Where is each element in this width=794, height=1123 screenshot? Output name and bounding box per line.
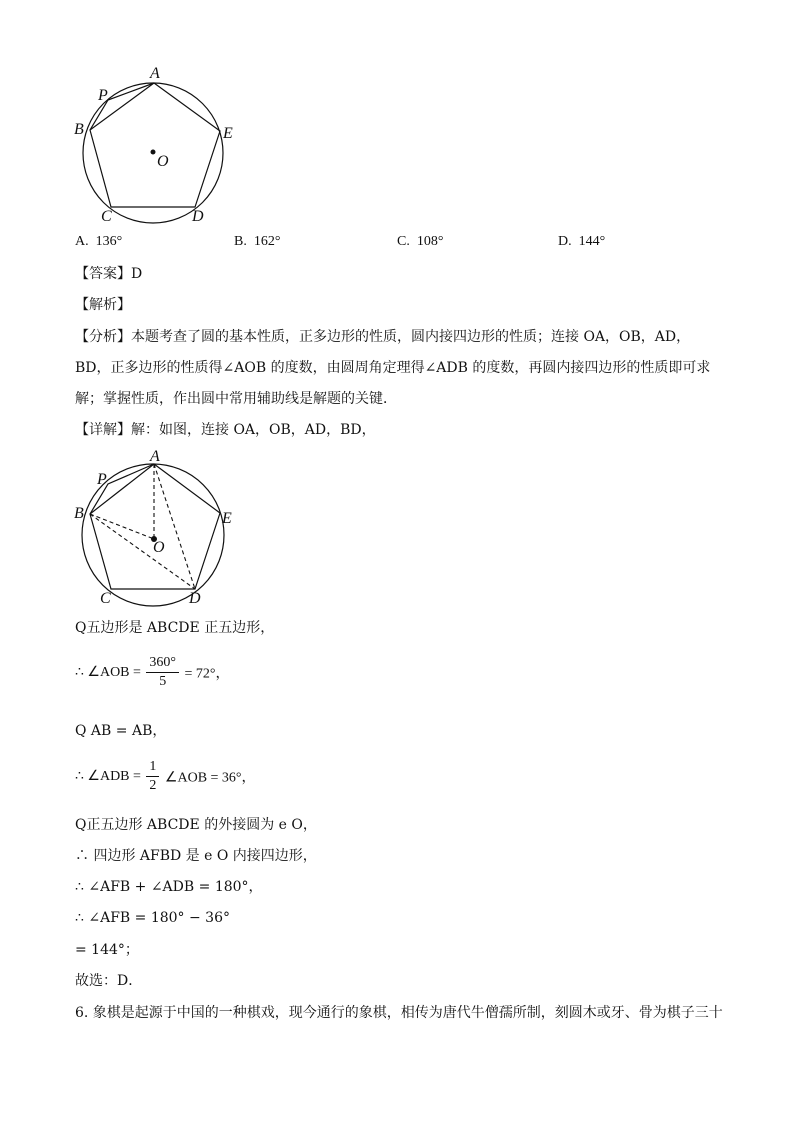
step-6: ∴ 四边形 AFBD 是 e O 内接四边形， (75, 848, 317, 864)
label-P: P (98, 87, 108, 104)
answer-line: 【答案】D (75, 266, 143, 282)
choice-b-value: 162° (253, 234, 281, 249)
label-O: O (157, 153, 169, 170)
segment-ad (154, 464, 195, 589)
label-A: A (150, 65, 160, 82)
label-C: C (101, 208, 112, 225)
fraction-1-over-2 (146, 758, 159, 795)
choice-d-value: 144° (578, 234, 606, 249)
fraction-numerator: 360° (146, 654, 179, 673)
analysis-line-2: BD，正多边形的性质得∠AOB 的度数，由圆周角定理得∠ADB 的度数，再圆内接四边形的性质即可求 (75, 360, 711, 376)
choice-a (75, 234, 122, 250)
step-1: Q五边形是 ABCDE 正五边形， (75, 620, 275, 636)
step-10: 故选：D． (75, 973, 143, 989)
segment-ob (90, 514, 154, 539)
label-P: P (97, 471, 107, 488)
fraction-denominator: 5 (159, 674, 167, 689)
label-O: O (153, 539, 165, 556)
fraction-360-over-5 (146, 654, 179, 691)
step-2-suffix: = 72°， (184, 666, 230, 682)
step-2-equation (75, 654, 230, 691)
choice-d-letter: D. (558, 234, 572, 249)
analysis-line-1: 【分析】本题考查了圆的基本性质，正多边形的性质，圆内接四边形的性质；连接 OA，OB，AD， (75, 329, 691, 345)
fraction-denominator: 2 (149, 778, 157, 793)
next-question: 6. 象棋是起源于中国的一种棋戏，现今通行的象棋，相传为唐代牛僧孺所制，刻圆木或牙、骨为棋子三十 (75, 1005, 723, 1021)
segment-bd (90, 514, 195, 589)
analysis-line-3: 解；掌握性质，作出圆中常用辅助线是解题的关键． (75, 391, 397, 407)
step-2-prefix: ∴ ∠AOB = (75, 665, 141, 680)
choice-b (234, 234, 280, 250)
step-3: Q AB = AB， (75, 723, 167, 739)
choice-a-value: 136° (95, 234, 123, 249)
step-4-prefix: ∴ ∠ADB = (75, 769, 141, 784)
center-point (151, 150, 156, 155)
label-E: E (222, 510, 232, 527)
label-C: C (100, 590, 111, 607)
choice-d (558, 234, 605, 250)
label-D: D (192, 208, 204, 225)
label-B: B (74, 121, 84, 138)
choice-c-value: 108° (416, 234, 444, 249)
step-7: ∴ ∠AFB + ∠ADB = 180°， (75, 879, 263, 895)
figure-pentagon-2 (70, 448, 250, 613)
label-E: E (223, 125, 233, 142)
analysis-heading: 【解析】 (75, 297, 131, 313)
label-A: A (150, 448, 160, 465)
step-4-equation (75, 758, 256, 795)
choice-c (397, 234, 443, 250)
step-5: Q正五边形 ABCDE 的外接圆为 e O， (75, 817, 317, 833)
step-4-suffix: ∠AOB = 36°， (164, 770, 256, 786)
step-9: = 144°； (75, 942, 139, 958)
fraction-numerator: 1 (146, 758, 159, 777)
step-8: ∴ ∠AFB = 180° − 36° (75, 910, 230, 926)
label-D: D (189, 590, 201, 607)
choice-a-letter: A. (75, 234, 89, 249)
detail-line: 【详解】解：如图，连接 OA，OB，AD，BD， (75, 422, 376, 438)
figure-pentagon-1 (70, 62, 250, 227)
label-B: B (74, 505, 84, 522)
choice-c-letter: C. (397, 234, 410, 249)
choice-b-letter: B. (234, 234, 247, 249)
